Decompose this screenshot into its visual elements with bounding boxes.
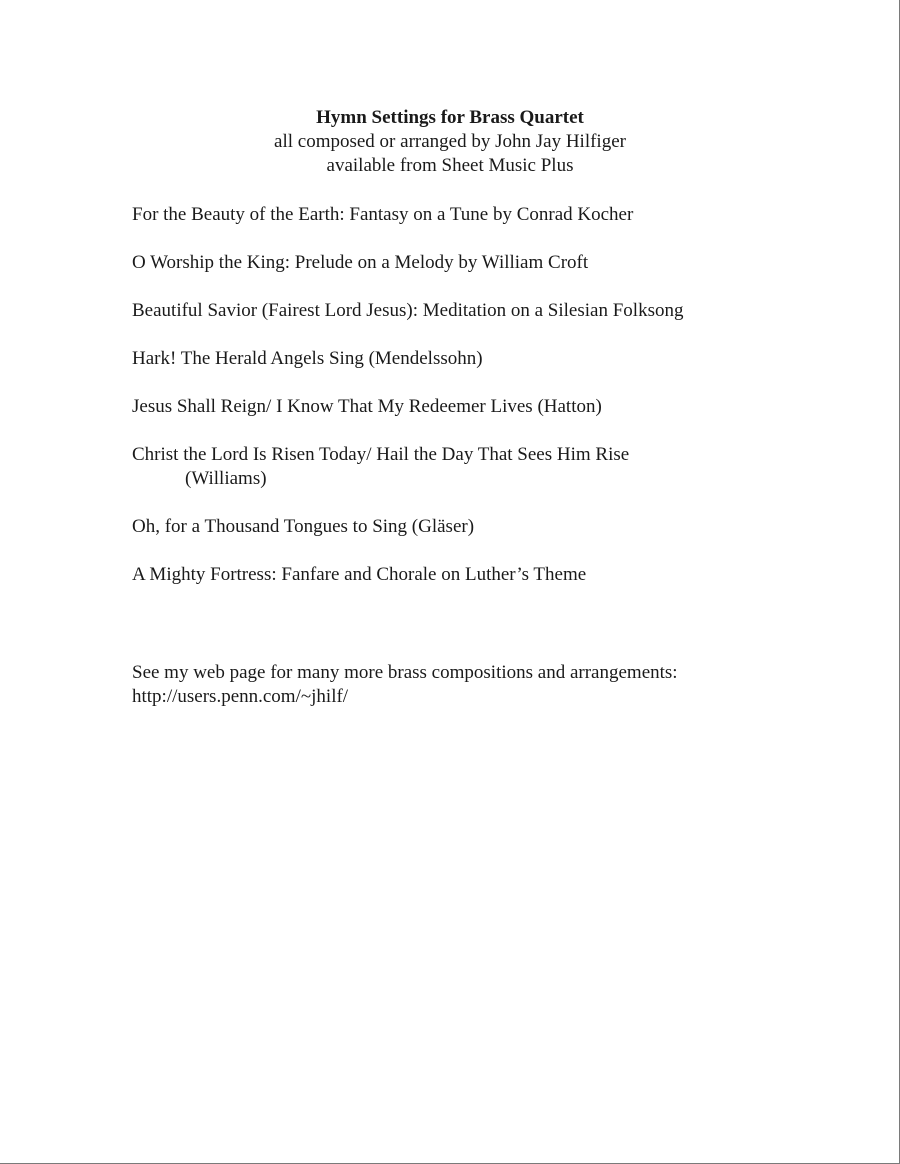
hymn-item: Beautiful Savior (Fairest Lord Jesus): Meditation on a Silesian Folksong xyxy=(132,300,684,321)
hymn-item-multiline xyxy=(132,443,832,491)
document-header xyxy=(0,106,900,178)
hymn-item: Hark! The Herald Angels Sing (Mendelssohn) xyxy=(132,348,483,369)
footer-text: See my web page for many more brass compositions and arrangements: xyxy=(132,662,678,683)
footer-note xyxy=(132,661,852,709)
hymn-item-text: Christ the Lord Is Risen Today/ Hail the Day That Sees Him Rise xyxy=(132,444,630,465)
hymn-item: A Mighty Fortress: Fanfare and Chorale on Luther’s Theme xyxy=(132,564,587,585)
availability-note: available from Sheet Music Plus xyxy=(326,155,574,176)
document-title: Hymn Settings for Brass Quartet xyxy=(316,107,584,128)
hymn-item: O Worship the King: Prelude on a Melody by William Croft xyxy=(132,252,589,273)
footer-url: http://users.penn.com/~jhilf/ xyxy=(132,686,349,707)
hymn-item-continuation: (Williams) xyxy=(185,468,267,489)
hymn-item: Oh, for a Thousand Tongues to Sing (Gläser) xyxy=(132,516,475,537)
hymn-item: Jesus Shall Reign/ I Know That My Redeemer Lives (Hatton) xyxy=(132,396,602,417)
hymn-list xyxy=(132,203,832,611)
document-subtitle: all composed or arranged by John Jay Hilfiger xyxy=(274,131,626,152)
hymn-item: For the Beauty of the Earth: Fantasy on a Tune by Conrad Kocher xyxy=(132,204,634,225)
